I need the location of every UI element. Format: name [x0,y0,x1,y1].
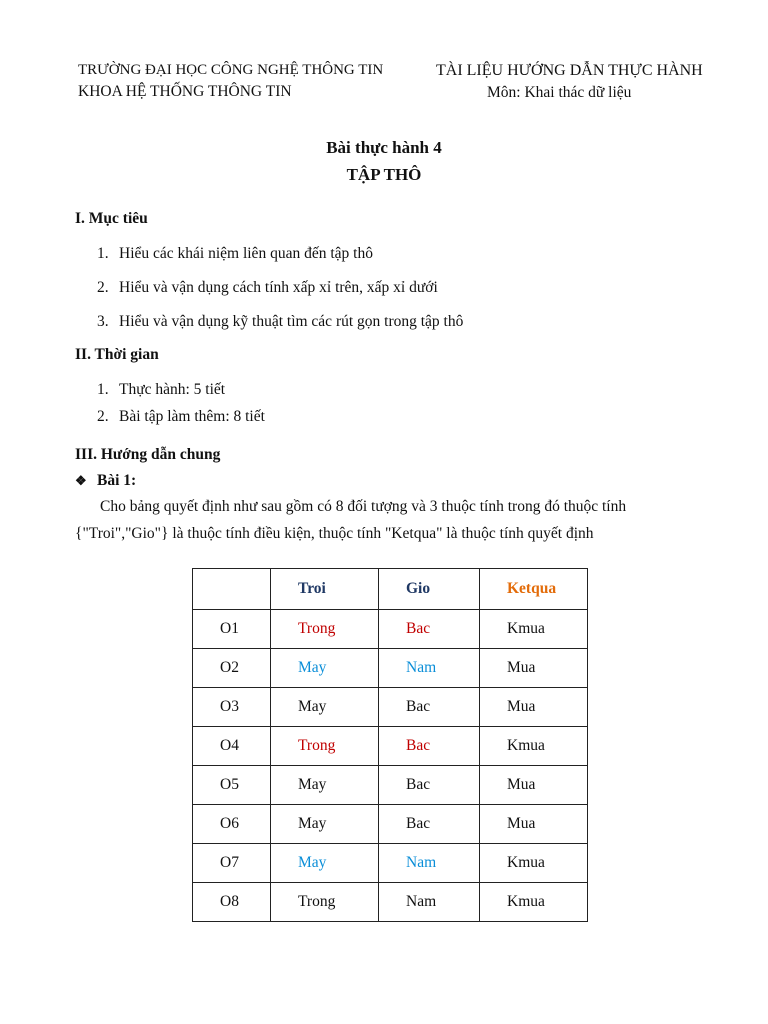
decision-table [192,568,588,922]
list-item-number: 2. [97,279,109,296]
list-item [97,245,697,265]
table-cell: Bac [379,610,480,649]
lab-title: Bài thực hành 4 [326,138,442,157]
table-cell: Mua [480,805,588,844]
list-item [97,279,697,299]
list-item-text: Hiểu và vận dụng kỹ thuật tìm các rút gọn trong tập thô [119,313,464,330]
table-cell: Nam [379,649,480,688]
table-cell: O1 [193,610,271,649]
table-cell: May [271,649,379,688]
list-item-text: Hiểu và vận dụng cách tính xấp xỉ trên, xấp xỉ dưới [119,279,438,296]
document-type: TÀI LIỆU HƯỚNG DẪN THỰC HÀNH [436,62,703,79]
list-item [97,313,697,333]
table-cell: Nam [379,844,480,883]
exercise-description-line1: Cho bảng quyết định như sau gồm có 8 đối tượng và 3 thuộc tính trong đó thuộc tính [100,498,627,515]
table-cell: O6 [193,805,271,844]
table-cell: O2 [193,649,271,688]
table-cell: Trong [271,727,379,766]
table-row [193,727,588,766]
table-cell: Kmua [480,844,588,883]
table-cell: Kmua [480,727,588,766]
list-item-number: 1. [97,245,109,262]
lab-subtitle: TẬP THÔ [346,165,422,184]
table-cell: O5 [193,766,271,805]
table-cell: O7 [193,844,271,883]
university-name: TRƯỜNG ĐẠI HỌC CÔNG NGHỆ THÔNG TIN [78,62,384,78]
table-cell: May [271,805,379,844]
section-heading-objectives: I. Mục tiêu [75,210,148,227]
table-cell: Mua [480,766,588,805]
table-row [193,688,588,727]
table-cell: O4 [193,727,271,766]
table-cell: Bac [379,766,480,805]
table-cell: Nam [379,883,480,922]
table-row [193,610,588,649]
list-item-number: 1. [97,381,109,398]
table-cell: Mua [480,688,588,727]
table-header-cell: Gio [379,569,480,610]
table-header-cell: Ketqua [480,569,588,610]
exercise-label: Bài 1: [97,472,137,489]
list-item-text: Thực hành: 5 tiết [119,381,226,398]
diamond-bullet-icon: ❖ [75,473,87,488]
list-item [97,408,697,428]
table-row [193,883,588,922]
exercise-description-line2: {"Troi","Gio"} là thuộc tính điều kiện, thuộc tính "Ketqua" là thuộc tính quyết định [75,525,594,542]
table-row [193,844,588,883]
exercise-heading [75,472,136,490]
list-item-text: Hiểu các khái niệm liên quan đến tập thô [119,245,373,262]
table-row [193,766,588,805]
course-name: Môn: Khai thác dữ liệu [487,84,632,101]
section-heading-guide: III. Hướng dẫn chung [75,446,221,463]
table-cell: Kmua [480,883,588,922]
section-heading-time: II. Thời gian [75,346,159,363]
table-cell: Mua [480,649,588,688]
table-cell: Trong [271,883,379,922]
list-item-number: 2. [97,408,109,425]
table-cell: Kmua [480,610,588,649]
list-item [97,381,697,401]
list-item-number: 3. [97,313,109,330]
table-cell: May [271,688,379,727]
faculty-name: KHOA HỆ THỐNG THÔNG TIN [78,83,292,100]
table-cell: May [271,766,379,805]
list-item-text: Bài tập làm thêm: 8 tiết [119,408,265,425]
table-cell: Bac [379,805,480,844]
table-cell: Trong [271,610,379,649]
table-header-row [193,569,588,610]
table-cell: Bac [379,688,480,727]
table-header-cell [193,569,271,610]
table-cell: O8 [193,883,271,922]
table-header-cell: Troi [271,569,379,610]
table-cell: Bac [379,727,480,766]
table-row [193,805,588,844]
table-row [193,649,588,688]
table-cell: May [271,844,379,883]
table-cell: O3 [193,688,271,727]
